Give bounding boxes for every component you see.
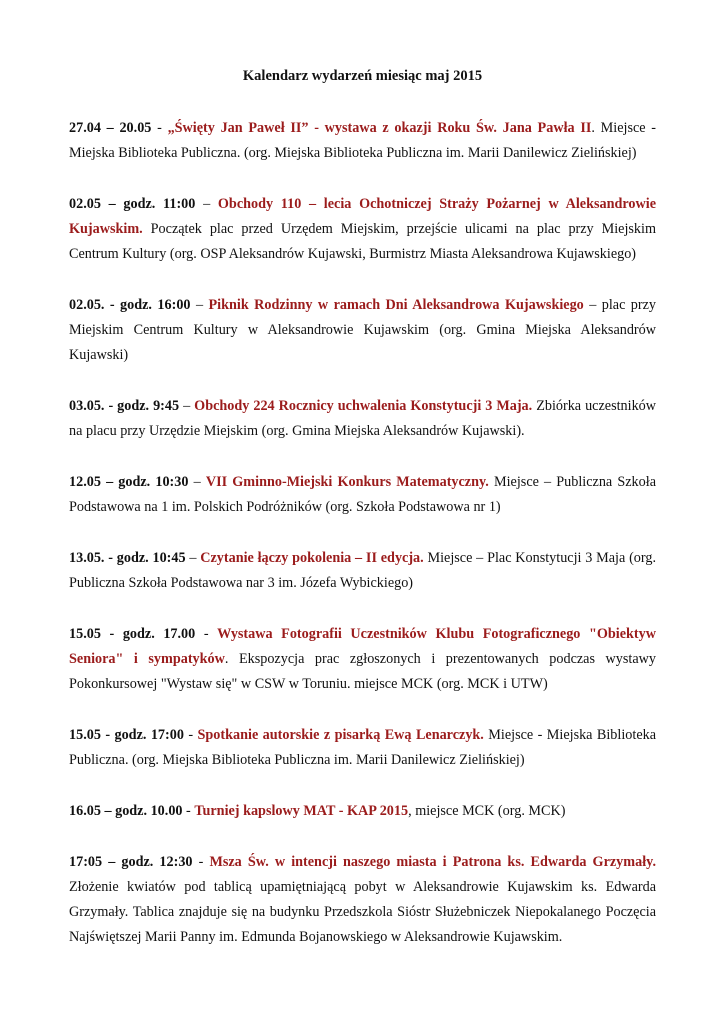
event-date: 13.05. - godz. 10:45 xyxy=(69,550,186,566)
event-details: Miejsce - Miejska Biblioteka Publiczna. (org. Miejska Biblioteka Publiczna im. Marii Danilewicz Zielińskiej) xyxy=(69,727,657,768)
event-details: . Miejsce - Miejska Biblioteka Publiczna. (org. Miejska Biblioteka Publiczna im. Marii Danilewicz Zielińskiej) xyxy=(69,120,657,161)
event-name: Obchody 110 – lecia Ochotniczej Straży Pożarnej w Aleksandrowie Kujawskim. xyxy=(69,196,656,237)
event-item xyxy=(69,850,656,950)
event-separator: - xyxy=(183,727,198,743)
event-item xyxy=(69,116,656,166)
event-name: Czytanie łączy pokolenia – II edycja. xyxy=(200,550,424,566)
event-item xyxy=(69,723,656,773)
event-name: „Święty Jan Paweł II” - wystawa z okazji Roku Św. Jana Pawła II xyxy=(167,120,592,136)
event-details: Zbiórka uczestników na placu przy Urzędzie Miejskim (org. Gmina Miejska Aleksandrów Kujawski). xyxy=(69,398,657,439)
event-name: Wystawa Fotografii Uczestników Klubu Fotograficznego "Obiektyw Seniora" i sympatyków xyxy=(69,626,656,667)
event-date: 16.05 – godz. 10.00 xyxy=(69,803,183,819)
event-item xyxy=(69,622,656,697)
event-details: Miejsce – Publiczna Szkoła Podstawowa na 1 im. Polskich Podróżników (org. Szkoła Podstawowa nr 1) xyxy=(69,474,656,515)
event-item xyxy=(69,799,656,824)
event-name: VII Gminno-Miejski Konkurs Matematyczny. xyxy=(205,474,489,490)
event-date: 12.05 – godz. 10:30 xyxy=(69,474,189,490)
event-name: Piknik Rodzinny w ramach Dni Aleksandrowa Kujawskiego xyxy=(208,297,584,313)
event-name: Obchody 224 Rocznicy uchwalenia Konstytucji 3 Maja. xyxy=(194,398,533,414)
event-details: Początek plac przed Urzędem Miejskim, przejście ulicami na plac przy Miejskim Centrum Kultury (org. OSP Aleksandrów Kujawski, Burmistrz Miasta Aleksandrowa Kujawskiego) xyxy=(69,221,656,262)
event-item xyxy=(69,394,656,444)
event-date: 27.04 – 20.05 xyxy=(69,120,152,136)
event-item xyxy=(69,470,656,520)
events-list xyxy=(69,116,656,950)
event-details: Złożenie kwiatów pod tablicą upamiętniającą pobyt w Aleksandrowie Kujawskim ks. Edwarda Grzymały. Tablica znajduje się na budynku Przedszkola Sióstr Służebniczek Niepokalanego Poczęcia Najświętszej Marii Panny im. Edmunda Bojanowskiego w Aleksandrowie Kujawskim. xyxy=(69,879,656,945)
event-separator: – xyxy=(179,398,195,414)
event-separator: - xyxy=(151,120,168,136)
event-details: Miejsce – Plac Konstytucji 3 Maja (org. Publiczna Szkoła Podstawowa nar 3 im. Józefa Wybickiego) xyxy=(69,550,657,591)
event-item xyxy=(69,293,656,368)
event-date: 02.05 – godz. 11:00 xyxy=(69,196,196,212)
event-separator: – xyxy=(188,474,206,490)
event-separator: - xyxy=(182,803,195,819)
event-date: 17:05 – godz. 12:30 xyxy=(69,854,193,870)
event-separator: – xyxy=(190,297,209,313)
event-date: 15.05 - godz. 17:00 xyxy=(69,727,184,743)
event-date: 03.05. - godz. 9:45 xyxy=(69,398,180,414)
event-name: Spotkanie autorskie z pisarką Ewą Lenarczyk. xyxy=(197,727,484,743)
event-separator: – xyxy=(195,196,218,212)
event-item xyxy=(69,192,656,267)
event-separator: - xyxy=(195,626,218,642)
event-details: . Ekspozycja prac zgłoszonych i prezentowanych podczas wystawy Pokonkursowej "Wystaw się" w CSW w Toruniu. miejsce MCK (org. MCK i UTW) xyxy=(69,651,656,692)
event-name: Msza Św. w intencji naszego miasta i Patrona ks. Edwarda Grzymały. xyxy=(209,854,656,870)
event-separator: – xyxy=(185,550,201,566)
event-separator: - xyxy=(192,854,210,870)
event-item xyxy=(69,546,656,596)
page-title: Kalendarz wydarzeń miesiąc maj 2015 xyxy=(242,68,483,84)
event-date: 15.05 - godz. 17.00 xyxy=(69,626,196,642)
event-name: Turniej kapslowy MAT - KAP 2015 xyxy=(194,803,409,819)
event-date: 02.05. - godz. 16:00 xyxy=(69,297,191,313)
event-details: – plac przy Miejskim Centrum Kultury w Aleksandrowie Kujawskim (org. Gmina Miejska Aleksandrów Kujawski) xyxy=(69,297,657,363)
event-details: , miejsce MCK (org. MCK) xyxy=(408,803,566,819)
